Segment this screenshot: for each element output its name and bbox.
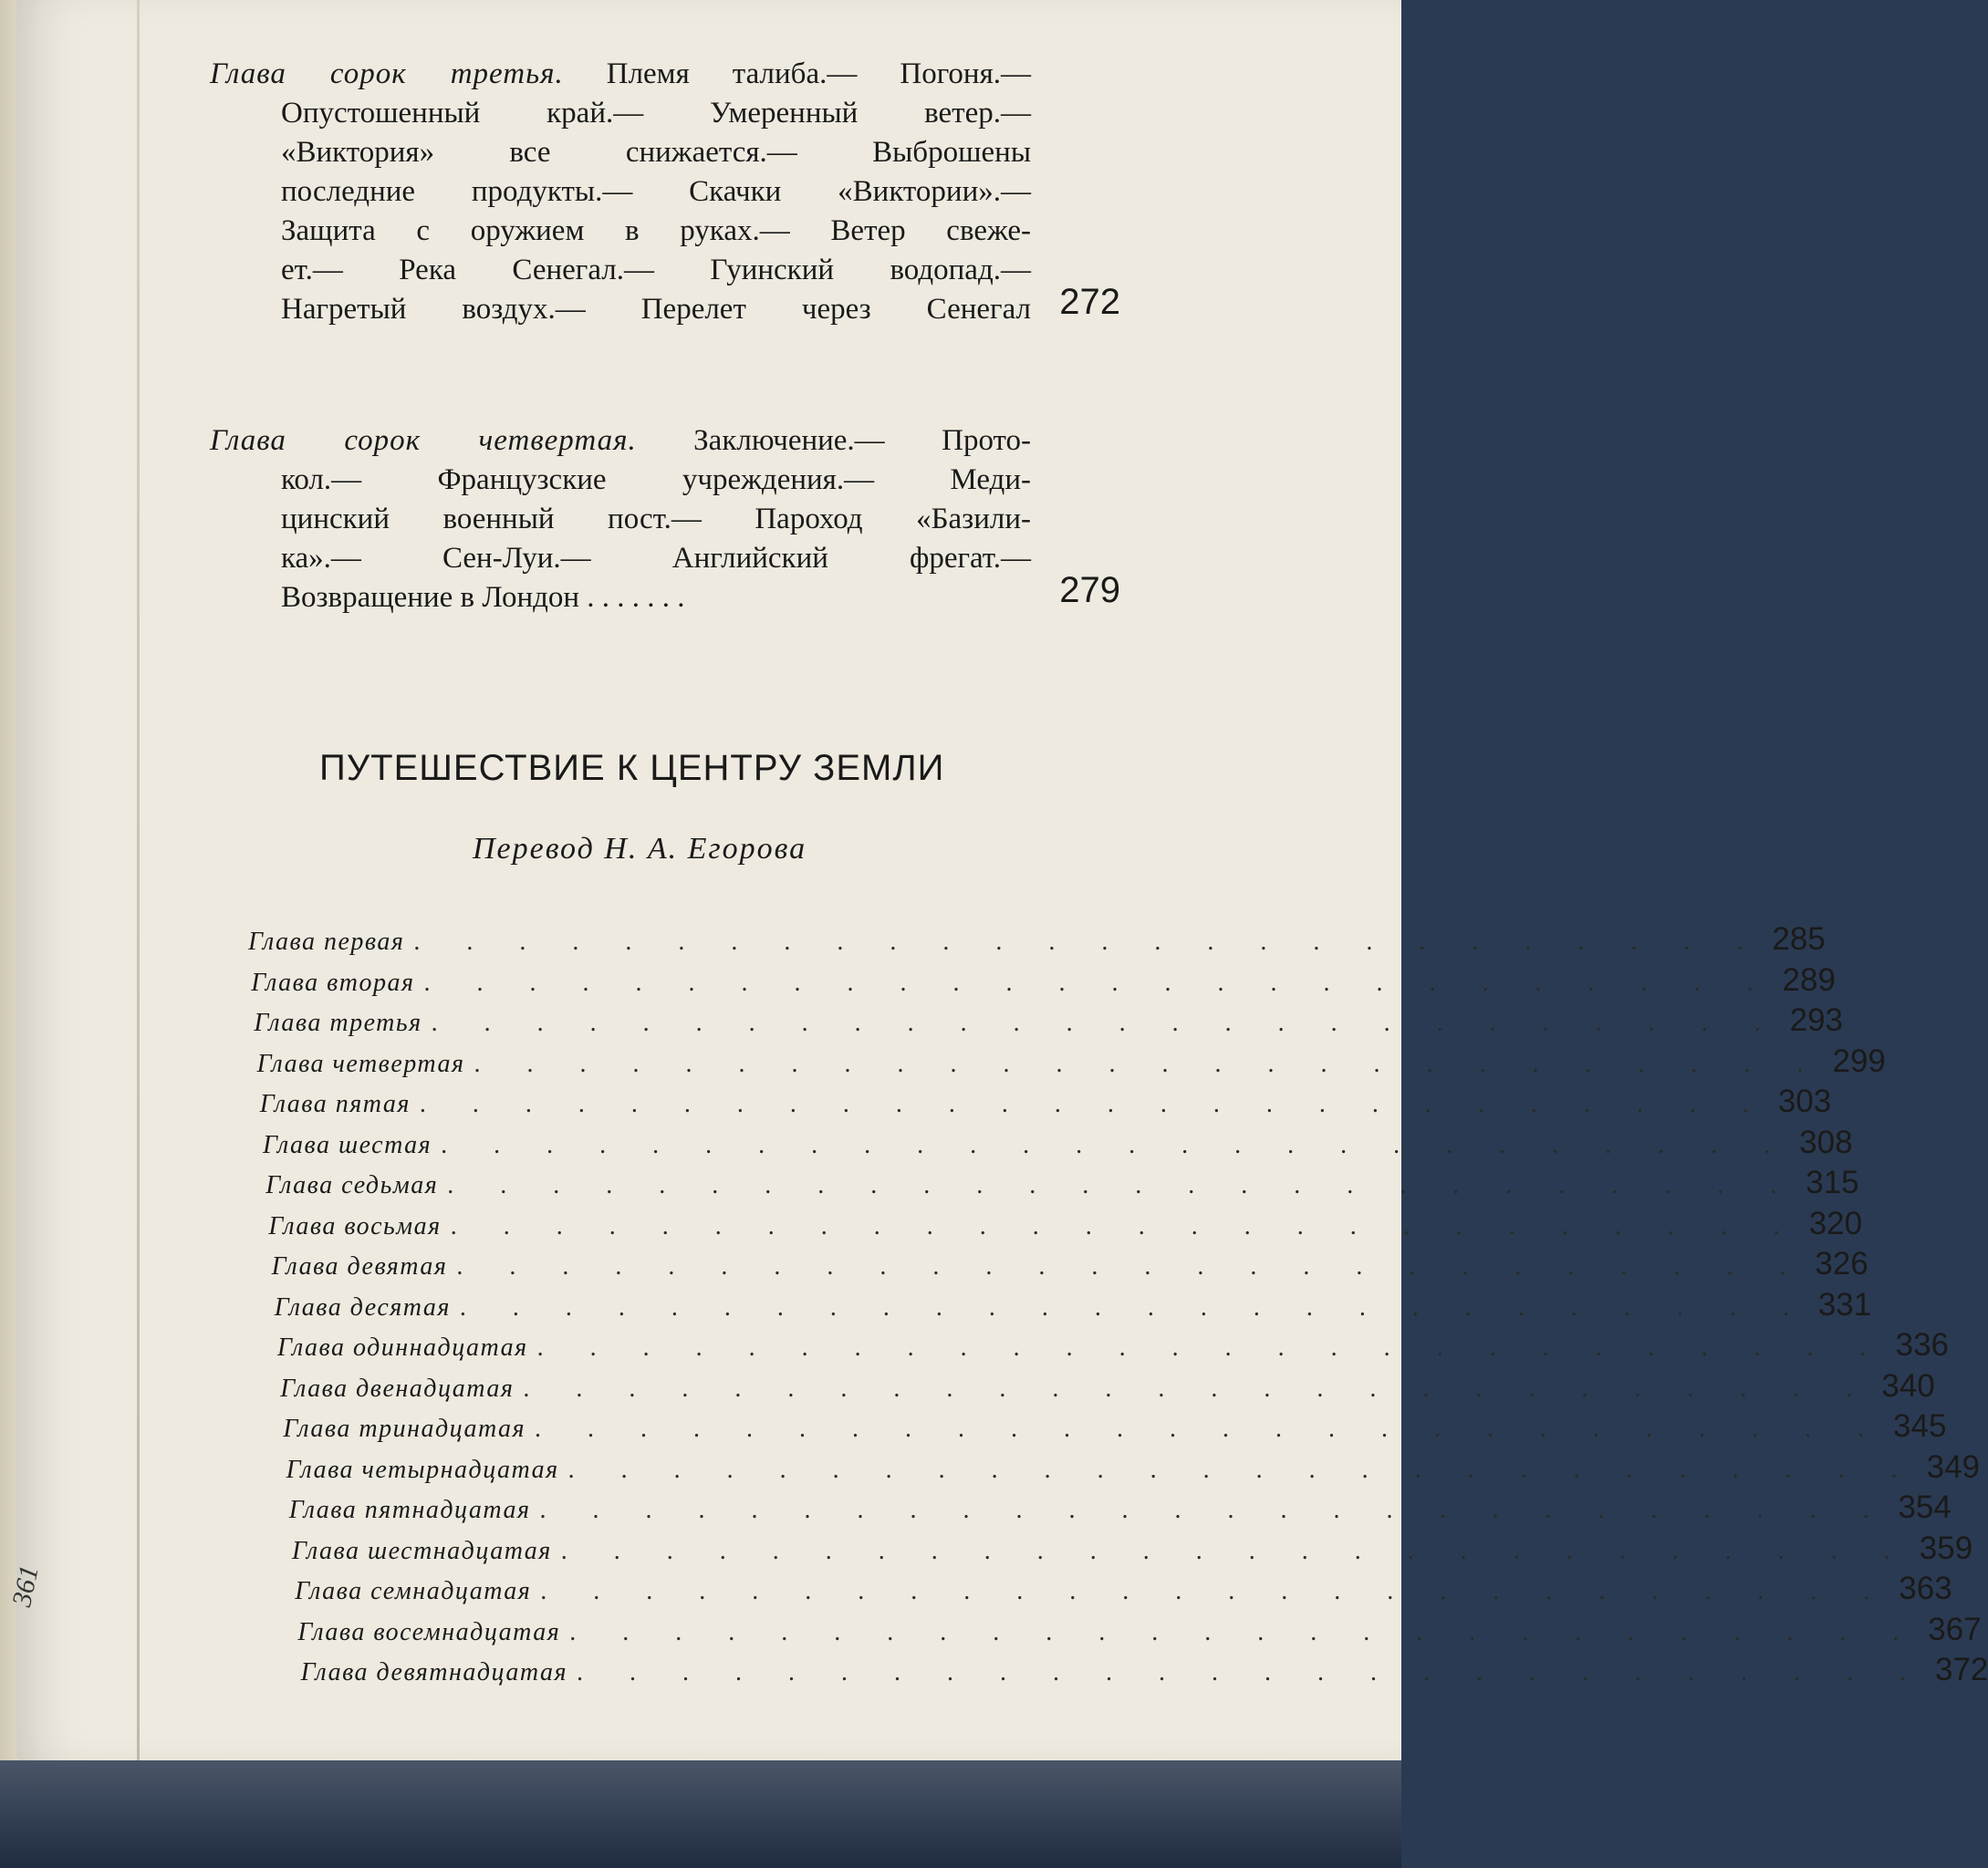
chapter-line: ка».— Сен-Луи.— Английский фрегат.— [281,542,1031,575]
toc-page-number: 326 [1815,1246,1868,1282]
toc-row [295,1571,1952,1611]
toc-chapter-label: Глава вторая [251,968,415,997]
toc-row [254,1002,1844,1043]
toc-row [263,1124,1853,1165]
toc-row [268,1205,1863,1246]
chapter-page-number: 279 [1059,570,1120,610]
toc-row [288,1489,1952,1530]
toc-chapter-label: Глава первая [248,928,405,956]
toc-row [248,921,1826,961]
toc-leader-dots: . . . . . . . . . . . . . . . . . . . . . . . . . . [569,1617,1920,1646]
chapter-line: последние продукты.— Скачки «Виктории».— [281,175,1031,208]
chapter-line: цинский военный пост.— Пароход «Базили- [281,503,1031,535]
toc-row [283,1408,1947,1448]
toc-chapter-label: Глава восьмая [268,1211,442,1240]
margin-page-mark: 361 [6,1562,45,1610]
toc-chapter-label: Глава пятнадцатая [288,1496,531,1524]
toc-leader-dots: . . . . . . . . . . . . . . . . . . . . . . . . . . [423,968,1774,997]
toc-row [256,1043,1886,1084]
toc-page-number: 359 [1919,1530,1973,1566]
toc-page-number: 349 [1926,1448,1981,1485]
toc-chapter-label: Глава девятая [271,1252,448,1281]
toc-leader-dots: . . . . . . . . . . . . . . . . . . . . . . . . . . [450,1211,1800,1240]
chapter-title: Глава сорок третья. [210,57,564,90]
chapter-line: ет.— Река Сенегал.— Гуинский водопад.— [281,254,1031,286]
chapter-entry-43 [210,55,1122,329]
toc-leader-dots: . . . . . . . . . . . . . . . . . . . . . . . . . . [560,1536,1910,1565]
toc-page-number: 308 [1799,1124,1853,1160]
toc-page-number: 303 [1777,1084,1832,1119]
toc-page-number: 289 [1782,961,1836,998]
toc-chapter-label: Глава пятая [259,1090,411,1118]
toc-row [292,1530,1973,1571]
chapter-entry-44 [210,421,1122,617]
chapter-line: «Виктория» все снижается.— Выброшены [281,136,1031,169]
chapter-lines [210,421,1031,617]
toc-page-number: 345 [1893,1408,1947,1444]
toc-chapter-label: Глава двенадцатая [280,1374,515,1403]
chapter-lines [210,55,1031,329]
toc-row [265,1165,1859,1205]
chapter-line: Нагретый воздух.— Перелет через Сенегал [281,293,1031,326]
book-title: ПУТЕШЕСТВИЕ К ЦЕНТРУ ЗЕМЛИ [319,748,945,788]
toc-page-number: 320 [1808,1205,1863,1241]
toc-leader-dots: . . . . . . . . . . . . . . . . . . . . . . . . . . [474,1049,1824,1078]
chapter-line: Возвращение в Лондон . . . . . . . [281,581,685,614]
toc-leader-dots: . . . . . . . . . . . . . . . . . . . . . . . . . . [540,1577,1890,1605]
toc-page-number: 354 [1898,1489,1952,1525]
toc-chapter-label: Глава третья [254,1009,422,1037]
toc-chapter-label: Глава шестнадцатая [292,1536,552,1565]
toc-row [251,961,1836,1002]
toc-chapter-label: Глава шестая [263,1130,432,1159]
toc-page-number: 336 [1895,1327,1950,1363]
toc-chapter-label: Глава семнадцатая [295,1577,532,1605]
toc-page-number: 363 [1899,1571,1952,1606]
toc-page-number: 340 [1881,1367,1935,1404]
toc-row [286,1448,1981,1489]
toc-row [280,1367,1935,1408]
toc-row [274,1286,1872,1327]
toc-leader-dots: . . . . . . . . . . . . . . . . . . . . . . . . . . [413,928,1764,956]
toc-row [259,1084,1832,1124]
toc-page-number: 331 [1817,1286,1872,1323]
toc-leader-dots: . . . . . . . . . . . . . . . . . . . . . . . . . . [431,1009,1781,1037]
toc-leader-dots: . . . . . . . . . . . . . . . . . . . . . . . . . . [459,1292,1809,1322]
chapter-line: Глава сорок третья. Племя талиба.— Погоня.— [210,57,1032,90]
toc-page-number: 315 [1806,1165,1859,1200]
toc-chapter-label: Глава девятнадцатая [300,1658,567,1686]
toc-row [277,1327,1950,1367]
chapter-title: Глава сорок четвертая. [210,424,637,457]
toc-leader-dots: . . . . . . . . . . . . . . . . . . . . . . . . . . [441,1130,1791,1159]
toc-page-number: 299 [1832,1043,1886,1079]
toc-leader-dots: . . . . . . . . . . . . . . . . . . . . . . . . . . [567,1455,1918,1484]
toc-leader-dots: . . . . . . . . . . . . . . . . . . . . . . . . . . [447,1171,1797,1199]
toc-leader-dots: . . . . . . . . . . . . . . . . . . . . . . . . . . [539,1496,1889,1524]
toc-row [297,1611,1982,1652]
chapter-line: Опустошенный край.— Умеренный ветер.— [281,97,1031,130]
toc-leader-dots: . . . . . . . . . . . . . . . . . . . . . . . . . . [419,1090,1769,1118]
toc-row [271,1246,1868,1286]
book-cover-edge [0,1760,1401,1868]
chapter-line: Защита с оружием в руках.— Ветер свеже- [281,214,1031,247]
chapter-line: Глава сорок четвертая. Заключение.— Прото- [210,424,1031,457]
toc-page-number: 293 [1789,1002,1844,1038]
chapter-page-number: 272 [1059,282,1120,322]
toc-chapter-label: Глава четырнадцатая [286,1455,559,1484]
toc-row [300,1652,1988,1692]
toc-page-number: 285 [1772,921,1826,957]
translator-credit: Перевод Н. А. Егорова [473,832,807,866]
toc-leader-dots: . . . . . . . . . . . . . . . . . . . . . . . . . . [536,1334,1887,1362]
toc-leader-dots: . . . . . . . . . . . . . . . . . . . . . . . . . . [456,1252,1806,1281]
toc-chapter-label: Глава десятая [274,1292,451,1322]
toc-chapter-label: Глава седьмая [265,1171,439,1199]
toc-chapter-label: Глава восемнадцатая [297,1617,561,1646]
chapter-line: кол.— Французские учреждения.— Меди- [281,463,1031,496]
toc-chapter-label: Глава четвертая [256,1049,465,1078]
toc-leader-dots: . . . . . . . . . . . . . . . . . . . . . . . . . . [535,1415,1885,1443]
toc-page-number: 372 [1934,1652,1988,1687]
toc-leader-dots: . . . . . . . . . . . . . . . . . . . . . . . . . . [523,1374,1873,1403]
toc-leader-dots: . . . . . . . . . . . . . . . . . . . . . . . . . . [576,1658,1926,1686]
toc-page-number: 367 [1928,1611,1982,1647]
toc-chapter-label: Глава одиннадцатая [277,1334,528,1362]
toc-chapter-label: Глава тринадцатая [283,1415,526,1443]
